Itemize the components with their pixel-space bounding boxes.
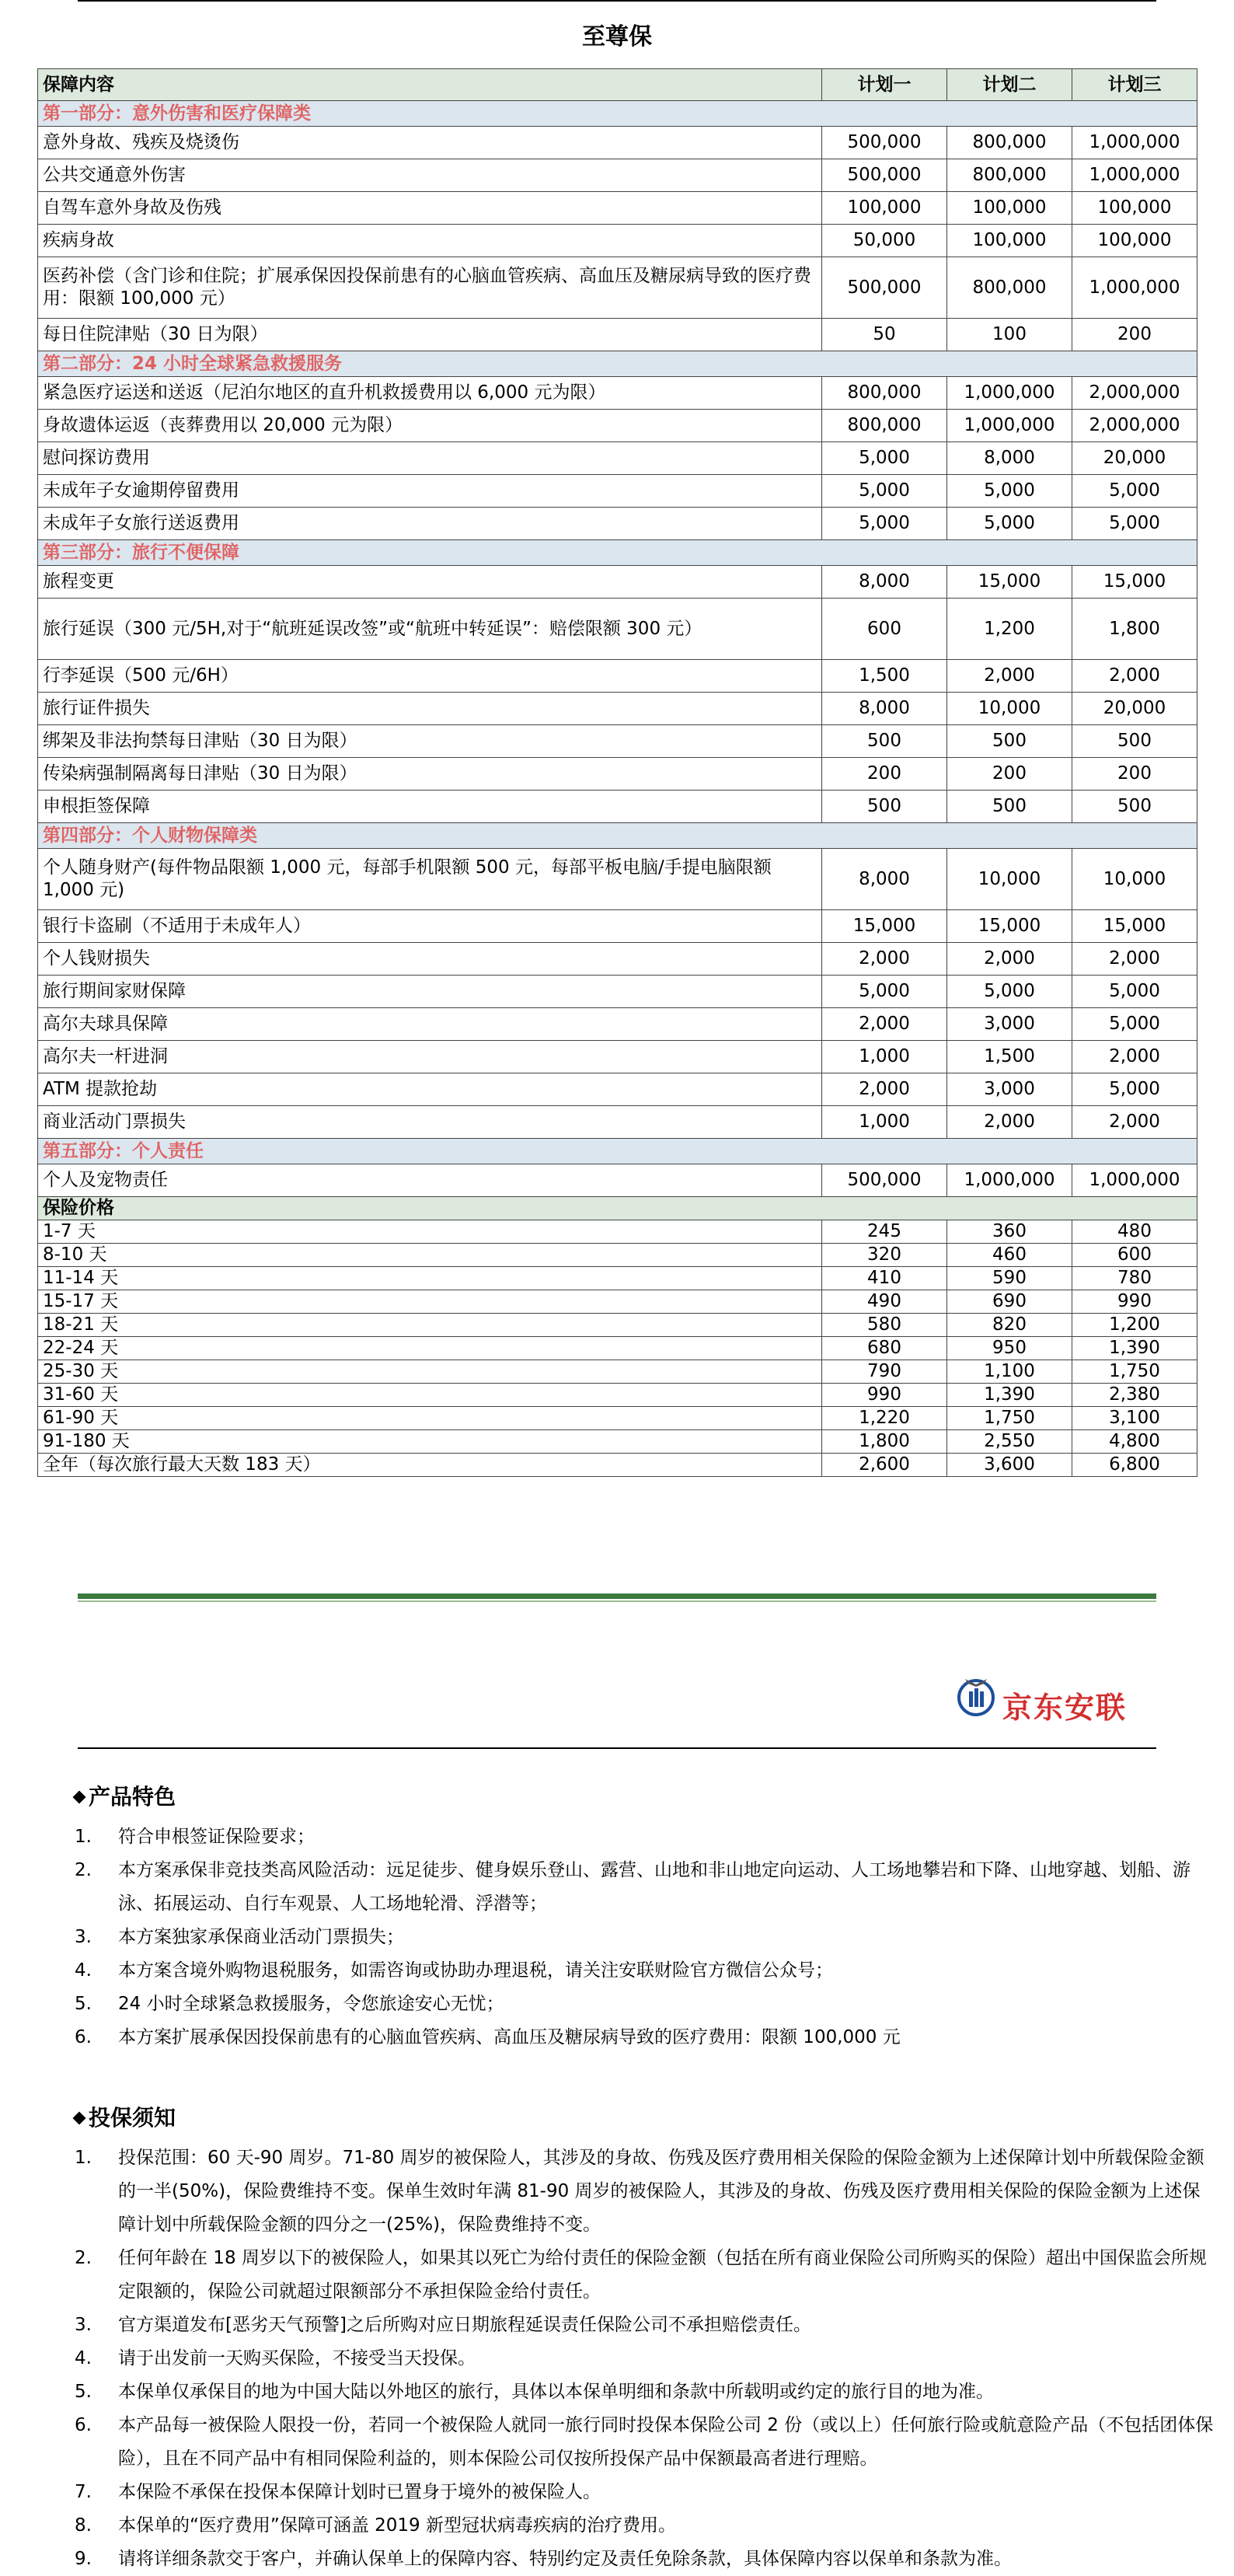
list-number: 6. [75, 2027, 92, 2047]
table-cell: 5,000 [822, 475, 947, 508]
table-cell: 商业活动门票损失 [38, 1106, 822, 1139]
diamond-bullet-icon [73, 1791, 86, 1804]
table-cell: 600 [1072, 1243, 1197, 1266]
table-cell: 8,000 [822, 693, 947, 725]
table-cell: 480 [1072, 1220, 1197, 1243]
table-row [38, 693, 1197, 725]
list-item-text: 官方渠道发布[恶劣天气预警]之后所购对应日期旅程延误责任保险公司不承担赔偿责任。 [118, 2315, 811, 2335]
list-number: 7. [75, 2482, 92, 2502]
section-header-row [38, 1139, 1197, 1164]
table-row [38, 660, 1197, 693]
price-header-row [38, 1197, 1197, 1220]
table-cell: 410 [822, 1266, 947, 1290]
features-section [71, 1780, 1214, 2054]
table-cell: 500 [1072, 791, 1197, 823]
section-title: 第三部分：旅行不便保障 [38, 540, 1197, 566]
list-item [71, 2375, 1214, 2409]
section-title: 第四部分：个人财物保障类 [38, 823, 1197, 849]
table-cell: 100,000 [947, 192, 1072, 225]
diamond-bullet-icon [73, 2112, 86, 2125]
list-number: 3. [75, 1927, 92, 1947]
table-cell: 500,000 [822, 1164, 947, 1197]
list-number: 8. [75, 2515, 92, 2536]
table-cell: 10,000 [1072, 849, 1197, 910]
table-cell: 3,000 [947, 1073, 1072, 1106]
table-cell: 100,000 [947, 225, 1072, 257]
table-header-cell: 保障内容 [38, 69, 822, 101]
list-item-text: 任何年龄在 18 周岁以下的被保险人，如果其以死亡为给付责任的保险金额（包括在所有商业保险公司所购买的保险）超出中国保监会所规定限额的，保险公司就超过限额部分不承担保险金给付责任。 [118, 2248, 1207, 2302]
table-cell: 旅程变更 [38, 566, 822, 599]
list-number: 1. [75, 1827, 92, 1847]
table-cell: 旅行延误（300 元/5H,对于“航班延误改签”或“航班中转延误”：赔偿限额 300 元） [38, 599, 822, 660]
table-cell: 4,800 [1072, 1429, 1197, 1453]
table-cell: 22-24 天 [38, 1336, 822, 1360]
table-cell: 200 [1072, 758, 1197, 791]
table-cell: 500 [822, 725, 947, 758]
table-cell: 1,800 [1072, 599, 1197, 660]
table-cell: 800,000 [822, 377, 947, 410]
table-cell: 2,000 [1072, 943, 1197, 976]
table-cell: 医药补偿（含门诊和住院；扩展承保因投保前患有的心脑血管疾病、高血压及糖尿病导致的医疗费用：限额 100,000 元） [38, 257, 822, 319]
table-row [38, 225, 1197, 257]
table-header-cell: 计划三 [1072, 69, 1197, 101]
price-row [38, 1406, 1197, 1429]
notice-title: 投保须知 [71, 2101, 1214, 2132]
table-cell: 500 [947, 791, 1072, 823]
section-header-row [38, 101, 1197, 127]
table-cell: 1-7 天 [38, 1220, 822, 1243]
table-row [38, 442, 1197, 475]
table-cell: 疾病身故 [38, 225, 822, 257]
section-header-row [38, 823, 1197, 849]
table-cell: 2,000 [1072, 1106, 1197, 1139]
table-cell: 50 [822, 319, 947, 351]
table-cell: 8,000 [822, 849, 947, 910]
table-cell: 15,000 [822, 910, 947, 943]
list-number: 5. [75, 2382, 92, 2402]
list-item [71, 2342, 1214, 2375]
table-row [38, 377, 1197, 410]
table-cell: 320 [822, 1243, 947, 1266]
green-divider [78, 1593, 1156, 1599]
list-item-text: 本保单的“医疗费用”保障可涵盖 2019 新型冠状病毒疾病的治疗费用。 [118, 2515, 676, 2536]
table-cell: 31-60 天 [38, 1383, 822, 1406]
price-row [38, 1290, 1197, 1313]
table-cell: 500 [947, 725, 1072, 758]
list-item-text: 请于出发前一天购买保险，不接受当天投保。 [118, 2348, 476, 2368]
table-cell: 2,000 [947, 943, 1072, 976]
table-cell: 950 [947, 1336, 1072, 1360]
table-cell: 3,000 [947, 1008, 1072, 1041]
table-cell: 500,000 [822, 127, 947, 159]
page-title: 至尊保 [582, 23, 652, 51]
table-row [38, 849, 1197, 910]
list-number: 5. [75, 1994, 92, 2014]
table-cell: 1,000,000 [947, 1164, 1072, 1197]
top-rule [78, 0, 1156, 2]
table-cell: 100,000 [822, 192, 947, 225]
list-item [71, 2021, 1214, 2054]
table-cell: 1,000 [822, 1041, 947, 1073]
table-cell: 2,600 [822, 1453, 947, 1476]
table-cell: 1,750 [1072, 1360, 1197, 1383]
table-cell: 8,000 [947, 442, 1072, 475]
table-cell: 18-21 天 [38, 1313, 822, 1336]
table-row [38, 943, 1197, 976]
table-row [38, 1008, 1197, 1041]
notice-list [71, 2141, 1214, 2576]
price-row [38, 1266, 1197, 1290]
table-cell: 未成年子女旅行送返费用 [38, 508, 822, 540]
table-cell: 1,200 [947, 599, 1072, 660]
table-cell: 680 [822, 1336, 947, 1360]
table-cell: 行李延误（500 元/6H） [38, 660, 822, 693]
table-row [38, 508, 1197, 540]
list-item [71, 1820, 1214, 1854]
table-cell: 1,000,000 [1072, 257, 1197, 319]
notice-section [71, 2101, 1214, 2576]
table-row [38, 1073, 1197, 1106]
table-cell: 15,000 [1072, 566, 1197, 599]
section-header-row [38, 351, 1197, 377]
table-cell: 1,000 [822, 1106, 947, 1139]
table-cell: 5,000 [822, 508, 947, 540]
table-header-row [38, 69, 1197, 101]
list-item-text: 本保险不承保在投保本保障计划时已置身于境外的被保险人。 [118, 2482, 601, 2502]
table-cell: 360 [947, 1220, 1072, 1243]
table-cell: 5,000 [1072, 1008, 1197, 1041]
table-cell: 公共交通意外伤害 [38, 159, 822, 192]
table-cell: 990 [1072, 1290, 1197, 1313]
table-cell: 5,000 [947, 475, 1072, 508]
table-cell: 800,000 [947, 127, 1072, 159]
features-list [71, 1820, 1214, 2054]
list-item [71, 1954, 1214, 1988]
list-number: 4. [75, 2348, 92, 2368]
list-item-text: 本保单仅承保目的地为中国大陆以外地区的旅行，具体以本保单明细和条款中所载明或约定的旅行目的地为准。 [118, 2382, 994, 2402]
table-cell: 3,600 [947, 1453, 1072, 1476]
table-cell: 800,000 [822, 410, 947, 442]
table-row [38, 159, 1197, 192]
table-cell: 传染病强制隔离每日津贴（30 日为限） [38, 758, 822, 791]
table-cell: 25-30 天 [38, 1360, 822, 1383]
table-header-cell: 计划一 [822, 69, 947, 101]
table-cell: 高尔夫球具保障 [38, 1008, 822, 1041]
list-item-text: 符合申根签证保险要求； [118, 1827, 315, 1847]
table-cell: 500,000 [822, 257, 947, 319]
table-cell: 10,000 [947, 849, 1072, 910]
table-cell: 1,390 [1072, 1336, 1197, 1360]
section-title: 第二部分：24 小时全球紧急救援服务 [38, 351, 1197, 377]
list-item [71, 2309, 1214, 2342]
table-row [38, 1164, 1197, 1197]
table-cell: 5,000 [947, 508, 1072, 540]
table-cell: 1,220 [822, 1406, 947, 1429]
table-cell: 旅行期间家财保障 [38, 976, 822, 1008]
table-cell: 5,000 [822, 442, 947, 475]
price-row [38, 1429, 1197, 1453]
table-cell: 全年（每次旅行最大天数 183 天） [38, 1453, 822, 1476]
section-header-row [38, 540, 1197, 566]
section-title: 第五部分：个人责任 [38, 1139, 1197, 1164]
table-row [38, 566, 1197, 599]
table-cell: 旅行证件损失 [38, 693, 822, 725]
table-cell: 800,000 [947, 159, 1072, 192]
table-cell: 5,000 [822, 976, 947, 1008]
table-cell: 意外身故、残疾及烧烫伤 [38, 127, 822, 159]
list-number: 4. [75, 1960, 92, 1981]
table-cell: 2,000 [822, 1073, 947, 1106]
list-item-text: 投保范围：60 天-90 周岁。71-80 周岁的被保险人，其涉及的身故、伤残及医疗费用相关保险的保险金额为上述保障计划中所载保险金额的一半(50%)，保险费维持不变。保单生效时年满 81-90 周岁的被保险人，其涉及的身故、伤残及医疗费用相关保险的保险金额为上述保障计划中所载保险金额的四分之一(25%)，保险费维持不变。 [118, 2148, 1204, 2235]
table-cell: 1,200 [1072, 1313, 1197, 1336]
table-cell: 2,000 [1072, 660, 1197, 693]
list-number: 6. [75, 2415, 92, 2435]
table-cell: 紧急医疗运送和送返（尼泊尔地区的直升机救援费用以 6,000 元为限） [38, 377, 822, 410]
table-cell: 慰问探访费用 [38, 442, 822, 475]
table-cell: 790 [822, 1360, 947, 1383]
table-cell: 1,750 [947, 1406, 1072, 1429]
table-row [38, 192, 1197, 225]
table-cell: 个人随身财产(每件物品限额 1,000 元，每部手机限额 500 元，每部平板电脑/手提电脑限额 1,000 元) [38, 849, 822, 910]
list-item-text: 本方案独家承保商业活动门票损失； [118, 1927, 404, 1947]
table-cell: 2,000,000 [1072, 410, 1197, 442]
table-cell: 580 [822, 1313, 947, 1336]
list-item-text: 本方案承保非竞技类高风险活动：远足徒步、健身娱乐登山、露营、山地和非山地定向运动、人工场地攀岩和下降、山地穿越、划船、游泳、拓展运动、自行车观景、人工场地轮滑、浮潜等； [118, 1860, 1190, 1914]
table-row [38, 791, 1197, 823]
table-cell: 200 [822, 758, 947, 791]
table-header-cell: 计划二 [947, 69, 1072, 101]
table-row [38, 127, 1197, 159]
table-cell: 15-17 天 [38, 1290, 822, 1313]
table-cell: 1,000,000 [1072, 127, 1197, 159]
table-cell: 银行卡盗刷（不适用于未成年人） [38, 910, 822, 943]
table-cell: 5,000 [947, 976, 1072, 1008]
table-cell: 820 [947, 1313, 1072, 1336]
table-cell: 自驾车意外身故及伤残 [38, 192, 822, 225]
table-row [38, 475, 1197, 508]
table-cell: 2,000 [1072, 1041, 1197, 1073]
table-cell: 1,000,000 [1072, 1164, 1197, 1197]
list-number: 1. [75, 2148, 92, 2168]
table-cell: 1,500 [947, 1041, 1072, 1073]
table-cell: 5,000 [1072, 1073, 1197, 1106]
list-item-text: 本方案扩展承保因投保前患有的心脑血管疾病、高血压及糖尿病导致的医疗费用：限额 100,000 元 [118, 2027, 901, 2047]
table-cell: ATM 提款抢劫 [38, 1073, 822, 1106]
price-row [38, 1360, 1197, 1383]
table-cell: 6,800 [1072, 1453, 1197, 1476]
table-cell: 1,000,000 [1072, 159, 1197, 192]
jd-allianz-logo [954, 1668, 1156, 1726]
table-cell: 1,500 [822, 660, 947, 693]
table-cell: 100 [947, 319, 1072, 351]
list-item-text: 请将详细条款交于客户，并确认保单上的保障内容、特别约定及责任免除条款，具体保障内容以保单和条款为准。 [118, 2549, 1012, 2569]
list-item-text: 本方案含境外购物退税服务，如需咨询或协助办理退税，请关注安联财险官方微信公众号； [118, 1960, 833, 1981]
table-row [38, 1106, 1197, 1139]
table-cell: 460 [947, 1243, 1072, 1266]
table-cell: 245 [822, 1220, 947, 1243]
table-cell: 990 [822, 1383, 947, 1406]
list-number: 2. [75, 2248, 92, 2268]
table-cell: 未成年子女逾期停留费用 [38, 475, 822, 508]
table-cell: 11-14 天 [38, 1266, 822, 1290]
table-cell: 2,000 [947, 660, 1072, 693]
price-row [38, 1336, 1197, 1360]
table-cell: 20,000 [1072, 693, 1197, 725]
logo-text: 京东安联 [1002, 1691, 1128, 1725]
list-item [71, 1921, 1214, 1954]
logo-rule [78, 1747, 1156, 1749]
allianz-eagle-icon [954, 1674, 998, 1718]
table-cell: 200 [1072, 319, 1197, 351]
price-row [38, 1220, 1197, 1243]
table-cell: 申根拒签保障 [38, 791, 822, 823]
price-title: 保险价格 [38, 1197, 1197, 1220]
list-item [71, 2476, 1214, 2509]
price-row [38, 1383, 1197, 1406]
table-cell: 5,000 [1072, 976, 1197, 1008]
table-cell: 50,000 [822, 225, 947, 257]
table-cell: 1,000,000 [947, 377, 1072, 410]
table-cell: 个人钱财损失 [38, 943, 822, 976]
table-cell: 每日住院津贴（30 日为限） [38, 319, 822, 351]
list-item [71, 2141, 1214, 2242]
table-cell: 100,000 [1072, 192, 1197, 225]
table-cell: 8,000 [822, 566, 947, 599]
list-item-text: 24 小时全球紧急救援服务，令您旅途安心无忧； [118, 1994, 504, 2014]
list-number: 3. [75, 2315, 92, 2335]
list-item [71, 2543, 1214, 2576]
table-cell: 3,100 [1072, 1406, 1197, 1429]
table-row [38, 410, 1197, 442]
features-title: 产品特色 [71, 1780, 1214, 1811]
list-item [71, 2409, 1214, 2476]
table-cell: 61-90 天 [38, 1406, 822, 1429]
table-cell: 2,000,000 [1072, 377, 1197, 410]
table-cell: 2,000 [822, 943, 947, 976]
table-cell: 10,000 [947, 693, 1072, 725]
table-row [38, 976, 1197, 1008]
table-cell: 8-10 天 [38, 1243, 822, 1266]
table-cell: 2,000 [822, 1008, 947, 1041]
table-cell: 1,100 [947, 1360, 1072, 1383]
table-cell: 590 [947, 1266, 1072, 1290]
green-divider-thin [78, 1600, 1156, 1602]
table-row [38, 758, 1197, 791]
list-item [71, 1854, 1214, 1921]
table-cell: 800,000 [947, 257, 1072, 319]
table-row [38, 725, 1197, 758]
table-cell: 2,000 [947, 1106, 1072, 1139]
table-cell: 5,000 [1072, 475, 1197, 508]
price-row [38, 1313, 1197, 1336]
table-cell: 100,000 [1072, 225, 1197, 257]
table-cell: 500 [1072, 725, 1197, 758]
table-cell: 91-180 天 [38, 1429, 822, 1453]
coverage-table [37, 68, 1197, 1477]
table-cell: 2,380 [1072, 1383, 1197, 1406]
table-cell: 2,550 [947, 1429, 1072, 1453]
table-row [38, 1041, 1197, 1073]
list-item [71, 2509, 1214, 2543]
section-title: 第一部分：意外伤害和医疗保障类 [38, 101, 1197, 127]
table-cell: 690 [947, 1290, 1072, 1313]
list-item [71, 2242, 1214, 2309]
table-cell: 1,390 [947, 1383, 1072, 1406]
price-row [38, 1243, 1197, 1266]
list-item-text: 本产品每一被保险人限投一份，若同一个被保险人就同一旅行同时投保本保险公司 2 份（或以上）任何旅行险或航意险产品（不包括团体保险），且在不同产品中有相同保险利益的，则本保险公司仅按所投保产品中保额最高者进行理赔。 [118, 2415, 1214, 2469]
table-row [38, 599, 1197, 660]
list-number: 2. [75, 1860, 92, 1880]
list-number: 9. [75, 2549, 92, 2569]
table-cell: 200 [947, 758, 1072, 791]
table-cell: 500,000 [822, 159, 947, 192]
table-cell: 780 [1072, 1266, 1197, 1290]
table-cell: 500 [822, 791, 947, 823]
table-cell: 600 [822, 599, 947, 660]
table-cell: 20,000 [1072, 442, 1197, 475]
table-row [38, 319, 1197, 351]
table-cell: 15,000 [1072, 910, 1197, 943]
table-cell: 15,000 [947, 910, 1072, 943]
table-row [38, 910, 1197, 943]
table-cell: 1,000,000 [947, 410, 1072, 442]
table-cell: 绑架及非法拘禁每日津贴（30 日为限） [38, 725, 822, 758]
table-cell: 1,800 [822, 1429, 947, 1453]
table-row [38, 257, 1197, 319]
price-row [38, 1453, 1197, 1476]
table-cell: 5,000 [1072, 508, 1197, 540]
table-cell: 490 [822, 1290, 947, 1313]
table-cell: 身故遗体运返（丧葬费用以 20,000 元为限） [38, 410, 822, 442]
table-cell: 15,000 [947, 566, 1072, 599]
table-cell: 高尔夫一杆进洞 [38, 1041, 822, 1073]
list-item [71, 1988, 1214, 2021]
table-cell: 个人及宠物责任 [38, 1164, 822, 1197]
